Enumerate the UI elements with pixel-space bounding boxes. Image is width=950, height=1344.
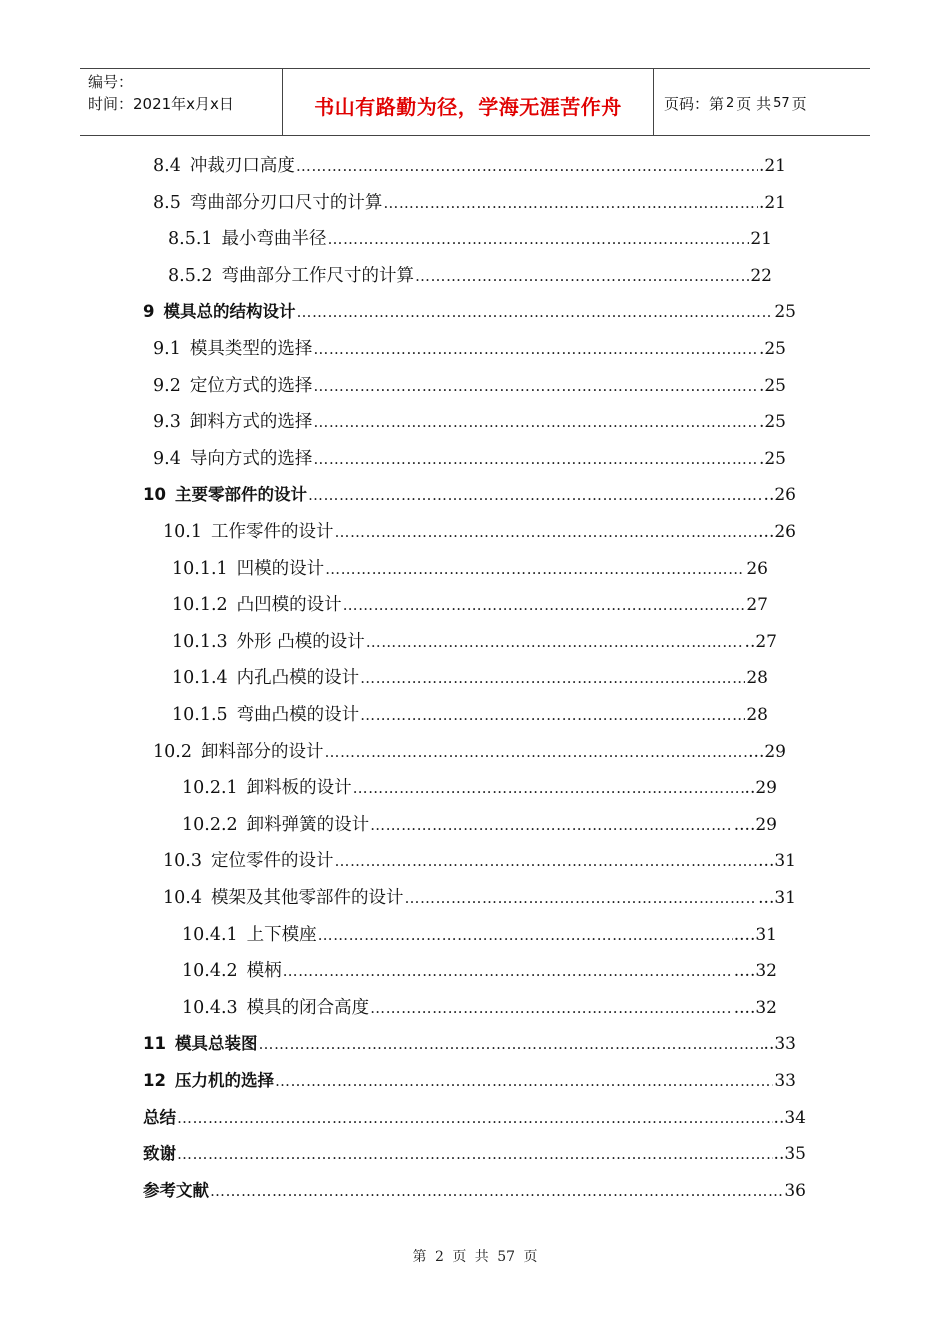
toc-entry-page: 25: [774, 302, 796, 323]
toc-entry-number: 10.4.2: [182, 961, 238, 982]
toc-entry-title: 模柄: [246, 961, 282, 982]
toc-entry: [182, 811, 777, 848]
toc-entry: [163, 518, 796, 555]
toc-leader-dots: [328, 230, 750, 248]
toc-leader-dots: [313, 450, 758, 468]
toc-entry-number: 10.2.2: [182, 814, 238, 835]
toc-entry-page: ....32: [733, 997, 777, 1018]
toc-leader-dots: [334, 523, 757, 541]
toc-entry-page: ..35: [773, 1144, 806, 1165]
toc-entry-number: 9.2: [153, 375, 181, 396]
toc-leader-dots: [283, 962, 733, 980]
toc-entry-title: 压力机的选择: [174, 1071, 274, 1090]
toc-entry: [153, 372, 786, 409]
footer-prefix: 第: [412, 1249, 427, 1265]
toc-entry-page: ..26: [763, 485, 796, 506]
toc-entry-title: 模具类型的选择: [189, 339, 313, 359]
toc-entry-page: 21: [750, 229, 772, 250]
toc-leader-dots: [353, 779, 744, 797]
toc-entry: [153, 335, 786, 372]
toc-entry-number: 8.4: [153, 156, 181, 176]
toc-entry-page: ...26: [758, 522, 796, 542]
toc-entry-number: 10.4: [163, 888, 202, 908]
toc-entry-title: 卸料方式的选择: [189, 412, 313, 433]
toc-entry-page: .25: [758, 375, 786, 396]
toc-entry-number: 10.1.3: [172, 631, 228, 652]
toc-entry-page: ..27: [744, 631, 777, 652]
toc-entry: [172, 701, 768, 738]
footer-total: 57: [497, 1249, 516, 1265]
toc-entry-page: ..29: [744, 778, 777, 799]
toc-entry-number: 10.4.1: [182, 924, 238, 945]
toc-entry-number: 12: [143, 1071, 166, 1090]
toc-entry-number: 10.1: [163, 522, 202, 542]
toc-leader-dots: [324, 743, 747, 761]
toc-leader-dots: [334, 852, 757, 870]
toc-entry: [153, 189, 786, 226]
toc-entry-number: 10.4.3: [182, 997, 238, 1018]
footer-suffix: 页: [523, 1249, 538, 1265]
toc-entry-page: ...31: [758, 851, 796, 872]
header-page-current: 2: [726, 95, 735, 111]
toc-leader-dots: [313, 413, 758, 431]
toc-entry: [163, 847, 796, 884]
toc-entry: [153, 408, 786, 445]
toc-entry-page: 27: [746, 595, 768, 616]
toc-entry-title: 参考文献: [143, 1180, 209, 1200]
toc-entry-number: 9.3: [153, 412, 181, 433]
toc-entry-title: 导向方式的选择: [189, 448, 313, 469]
header-motto: 书山有路勤为径，学海无涯苦作舟: [282, 69, 654, 135]
toc-entry: [153, 445, 786, 482]
toc-entry-page: .25: [758, 448, 786, 469]
toc-entry-title: 模具总的结构设计: [163, 302, 296, 322]
toc-entry-title: 总结: [143, 1107, 176, 1127]
toc-entry-number: 9: [143, 302, 155, 322]
toc-entry: [153, 152, 786, 189]
toc-entry: [172, 664, 768, 701]
toc-leader-dots: [383, 194, 758, 212]
toc-entry-number: 8.5.2: [168, 265, 213, 286]
toc-entry-title: 卸料弹簧的设计: [246, 814, 370, 835]
toc-entry-page: 28: [746, 705, 768, 725]
footer-mid: 页 共: [452, 1249, 489, 1265]
toc-leader-dots: [177, 1145, 773, 1163]
page-header: [80, 68, 870, 136]
toc-entry-title: 模具总装图: [174, 1034, 258, 1054]
toc-entry-page: ...31: [758, 888, 796, 908]
toc-entry-title: 内孔凸模的设计: [236, 668, 360, 689]
header-page-suffix: 页: [791, 94, 807, 113]
toc-leader-dots: [275, 1072, 773, 1090]
toc-entry: [182, 994, 777, 1031]
toc-entry-title: 卸料板的设计: [246, 778, 352, 799]
toc-entry-title: 工作零件的设计: [210, 522, 334, 542]
toc-entry: [143, 481, 796, 518]
toc-entry-title: 最小弯曲半径: [221, 229, 327, 250]
toc-entry-title: 定位零件的设计: [210, 851, 334, 872]
toc-entry-title: 冲裁刃口高度: [189, 156, 295, 176]
toc-leader-dots: [210, 1182, 783, 1200]
toc-leader-dots: [404, 889, 757, 907]
header-page-total: 57: [773, 95, 790, 111]
toc-entry-page: ....32: [733, 961, 777, 982]
toc-leader-dots: [308, 486, 763, 504]
toc-entry-page: 22: [750, 265, 772, 286]
toc-leader-dots: [296, 303, 773, 321]
toc-leader-dots: [370, 816, 733, 834]
toc-entry: [172, 591, 768, 628]
toc-entry-page: .21: [758, 192, 786, 213]
toc-entry-number: 8.5: [153, 192, 181, 213]
toc-entry-number: 10.3: [163, 851, 202, 872]
toc-entry: [168, 262, 772, 299]
toc-entry: [163, 884, 796, 921]
toc-entry: [143, 1067, 796, 1104]
toc-leader-dots: [415, 267, 749, 285]
toc-entry: [172, 628, 777, 665]
toc-entry-title: 凸凹模的设计: [236, 595, 342, 616]
toc-entry: [143, 298, 796, 335]
toc-leader-dots: [360, 706, 745, 724]
toc-entry-title: 主要零部件的设计: [174, 485, 307, 505]
header-meta: [80, 69, 282, 135]
toc-entry-page: 33: [774, 1071, 796, 1091]
toc-entry-title: 外形 凸模的设计: [236, 631, 365, 652]
toc-entry-page: .21: [758, 156, 786, 176]
toc-entry-number: 10.2.1: [182, 778, 238, 799]
toc-entry-page: .25: [758, 412, 786, 433]
toc-entry: [182, 774, 777, 811]
toc-entry-title: 弯曲部分刃口尺寸的计算: [189, 192, 383, 213]
toc-entry-page: .25: [758, 339, 786, 359]
toc-entry: [172, 555, 768, 592]
toc-entry-number: 10.1.1: [172, 558, 228, 579]
toc-leader-dots: [325, 560, 745, 578]
toc-entry-page: ...29: [748, 741, 786, 762]
header-page-info: [654, 69, 870, 135]
toc-entry: [143, 1104, 806, 1141]
toc-entry-title: 上下模座: [246, 924, 317, 945]
toc-entry-page: ....29: [733, 814, 777, 835]
header-time-label: 时间：2021年x月x日: [88, 95, 234, 113]
toc-entry-number: 10.1.2: [172, 595, 228, 616]
toc-entry: [182, 921, 777, 958]
toc-entry: [153, 738, 786, 775]
toc-entry-page: 36: [784, 1180, 806, 1201]
toc-entry-title: 模架及其他零部件的设计: [210, 888, 404, 908]
toc-entry: [168, 225, 772, 262]
toc-leader-dots: [313, 377, 758, 395]
toc-leader-dots: [318, 926, 733, 944]
header-page-mid: 页 共: [736, 94, 772, 113]
toc-entry-title: 定位方式的选择: [189, 375, 313, 396]
toc-entry-page: 26: [746, 558, 768, 579]
toc-leader-dots: [313, 340, 758, 358]
toc-entry-title: 模具的闭合高度: [246, 997, 370, 1018]
page-footer: [0, 1246, 950, 1266]
toc-entry-title: 弯曲凸模的设计: [236, 705, 360, 725]
toc-entry: [143, 1177, 806, 1214]
toc-entry-number: 10.1.5: [172, 705, 228, 725]
toc-leader-dots: [343, 596, 746, 614]
toc-entry-number: 11: [143, 1034, 166, 1054]
toc-entry-title: 致谢: [143, 1144, 176, 1164]
toc-entry-page: 28: [746, 668, 768, 689]
toc-leader-dots: [296, 157, 758, 175]
toc-entry-title: 凹模的设计: [236, 558, 325, 579]
toc-leader-dots: [258, 1035, 762, 1053]
toc-entry-page: ..34: [773, 1107, 806, 1128]
toc-entry-number: 10.2: [153, 741, 192, 762]
toc-entry-number: 9.4: [153, 448, 181, 469]
toc-entry-page: ....31: [733, 924, 777, 945]
footer-current: 2: [434, 1249, 444, 1265]
toc-entry: [182, 957, 777, 994]
toc-entry: [143, 1140, 806, 1177]
toc-entry-number: 9.1: [153, 339, 181, 359]
toc-entry-number: 10.1.4: [172, 668, 228, 689]
toc-entry-title: 弯曲部分工作尺寸的计算: [221, 265, 415, 286]
toc-leader-dots: [177, 1109, 773, 1127]
toc-entry-page: ..33: [763, 1034, 796, 1055]
toc-leader-dots: [370, 999, 733, 1017]
toc-leader-dots: [366, 633, 744, 651]
toc-entry-number: 8.5.1: [168, 229, 213, 250]
header-page-prefix: 页码：第: [664, 94, 725, 113]
toc-leader-dots: [360, 669, 745, 687]
toc-entry: [143, 1030, 796, 1067]
header-number-label: 编号：: [88, 73, 134, 91]
toc-entry-number: 10: [143, 485, 166, 505]
toc-entry-title: 卸料部分的设计: [200, 741, 324, 762]
